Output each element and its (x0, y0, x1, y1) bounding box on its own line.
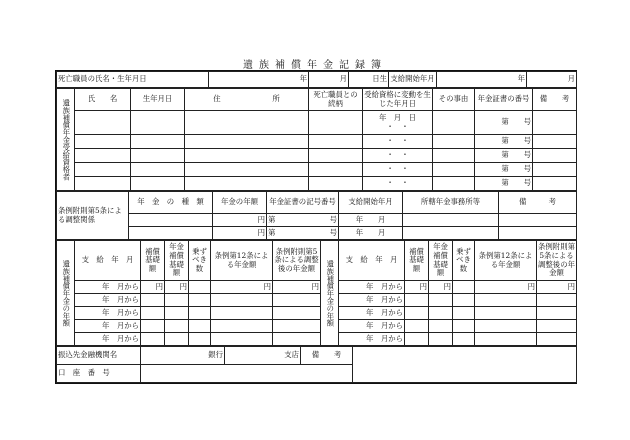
blank-cell (533, 177, 577, 191)
change-date: ・ ・ (363, 163, 433, 177)
period-row: 年 月から (75, 307, 141, 320)
period-row: 年 月から (75, 333, 141, 346)
col-pension-base-right: 年金補償基礎額 (429, 241, 453, 281)
blank-cell (211, 333, 273, 346)
adjustment-label: 条例附則第5条による調整関係 (57, 192, 129, 240)
blank-cell (309, 177, 363, 191)
pension-base-yen: 円 (429, 281, 453, 294)
adj-cert-cell: 第 号 (267, 214, 339, 227)
bank-unit: 銀行 (141, 347, 225, 365)
blank-cell (165, 294, 189, 307)
blank-cell (141, 365, 353, 383)
change-date: ・ ・ (363, 135, 433, 149)
blank-cell (475, 294, 537, 307)
blank-cell (309, 163, 363, 177)
period-row: 年 月から (75, 320, 141, 333)
adj-yen: 円 (213, 227, 267, 240)
cert-number: 第 号 (475, 163, 533, 177)
period-row: 年 月から (339, 294, 405, 307)
base-yen: 円 (141, 281, 165, 294)
blank-cell (453, 294, 475, 307)
period-row: 年 月から (339, 333, 405, 346)
blank-cell (129, 214, 213, 227)
blank-cell (141, 333, 165, 346)
recipients-table (56, 88, 577, 191)
col-pension-kind: 年 金 の 種 類 (129, 192, 213, 214)
col-art12-right: 条例第12条による年金額 (475, 241, 537, 281)
col-period: 支 給 年 月 (75, 241, 141, 281)
blank-cell (131, 135, 185, 149)
blank-cell (433, 111, 475, 135)
blank-cell (405, 294, 429, 307)
blank-cell (475, 333, 537, 346)
blank-cell (131, 149, 185, 163)
art12-yen: 円 (211, 281, 273, 294)
col-pension-base: 年金補償基礎額 (165, 241, 189, 281)
blank-cell (537, 294, 577, 307)
blank-cell (189, 307, 211, 320)
blank-cell (211, 294, 273, 307)
art12-yen: 円 (475, 281, 537, 294)
change-date-first: 年 月 日 ・ ・ (363, 111, 433, 135)
blank-cell (185, 163, 309, 177)
blank-cell (131, 111, 185, 135)
deceased-year: 年 (209, 72, 309, 88)
change-date: ・ ・ (363, 177, 433, 191)
blank-cell (499, 214, 577, 227)
col-pension-cert: 年金証書の記号番号 (267, 192, 339, 214)
blank-cell (165, 320, 189, 333)
blank-cell (429, 307, 453, 320)
blank-cell (433, 177, 475, 191)
col-adjusted-right: 条例附則第5条による調整後の年金額 (537, 241, 577, 281)
blank-cell (273, 333, 321, 346)
deceased-day: 日生 (349, 72, 389, 88)
payment-start-month: 月 (527, 72, 577, 88)
blank-cell (533, 163, 577, 177)
col-pension-amount: 年金の年額 (213, 192, 267, 214)
col-adjusted: 条例附則第5条による調整後の年金額 (273, 241, 321, 281)
blank-cell (309, 149, 363, 163)
adj-start-cell: 年 月 (339, 214, 403, 227)
adj-start-cell: 年 月 (339, 227, 403, 240)
col-start: 支給開始年月 (339, 192, 403, 214)
blank-cell (273, 320, 321, 333)
blank-cell (75, 177, 131, 191)
period-row: 年 月から (75, 294, 141, 307)
blank-cell (453, 333, 475, 346)
col-base: 補償基礎額 (141, 241, 165, 281)
record-form (55, 70, 577, 384)
payment-start-year: 年 (437, 72, 527, 88)
col-birth: 生年月日 (131, 89, 185, 111)
period-row: 年 月から (339, 320, 405, 333)
blank-cell (189, 294, 211, 307)
amounts-table (56, 240, 577, 346)
col-cert: 年金証書の番号 (475, 89, 533, 111)
blank-cell (309, 111, 363, 135)
payment-start-label: 支給開始年月 (389, 72, 437, 88)
blank-cell (141, 294, 165, 307)
cert-number: 第 号 (475, 111, 533, 135)
blank-cell (533, 149, 577, 163)
blank-cell (75, 163, 131, 177)
col-adj-remarks: 備 考 (499, 192, 577, 214)
blank-cell (537, 307, 577, 320)
col-multiplier: 乗ずべき数 (189, 241, 211, 281)
blank-cell (131, 163, 185, 177)
account-label: 口 座 番 号 (57, 365, 141, 383)
blank-cell (189, 333, 211, 346)
blank-cell (189, 320, 211, 333)
bank-table (56, 346, 577, 383)
blank-cell (429, 333, 453, 346)
bank-label: 振込先金融機関名 (57, 347, 141, 365)
base-yen: 円 (405, 281, 429, 294)
blank-cell (429, 320, 453, 333)
adjusted-yen: 円 (273, 281, 321, 294)
blank-cell (453, 307, 475, 320)
blank-cell (273, 307, 321, 320)
blank-cell (353, 347, 577, 383)
col-office: 所轄年金事務所等 (403, 192, 499, 214)
blank-cell (405, 307, 429, 320)
cert-number: 第 号 (475, 149, 533, 163)
blank-cell (185, 135, 309, 149)
blank-cell (433, 149, 475, 163)
recipients-side-label: 遺族補償年金受給資格者 (57, 89, 75, 191)
amounts-side-label-right: 遺族補償年金の年額 (321, 241, 339, 346)
col-change: 受給資格に変動を生じた年月日 (363, 89, 433, 111)
blank-cell (211, 320, 273, 333)
period-row: 年 月から (75, 281, 141, 294)
cert-number: 第 号 (475, 135, 533, 149)
blank-cell (75, 111, 131, 135)
col-art12: 条例第12条による年金額 (211, 241, 273, 281)
blank-cell (129, 227, 213, 240)
blank-cell (273, 294, 321, 307)
blank-cell (453, 281, 475, 294)
blank-cell (141, 307, 165, 320)
col-name: 氏 名 (75, 89, 131, 111)
col-remarks: 備 考 (533, 89, 577, 111)
blank-cell (537, 333, 577, 346)
blank-cell (185, 111, 309, 135)
blank-cell (533, 111, 577, 135)
adj-cert-cell: 第 号 (267, 227, 339, 240)
col-address: 住 所 (185, 89, 309, 111)
blank-cell (405, 320, 429, 333)
adjusted-yen: 円 (537, 281, 577, 294)
blank-cell (185, 177, 309, 191)
cert-number: 第 号 (475, 177, 533, 191)
blank-cell (189, 281, 211, 294)
blank-cell (165, 307, 189, 320)
blank-cell (499, 227, 577, 240)
header-table (56, 71, 577, 88)
blank-cell (433, 135, 475, 149)
bank-remarks: 備 考 (301, 347, 353, 365)
blank-cell (453, 320, 475, 333)
blank-cell (165, 333, 189, 346)
blank-cell (403, 214, 499, 227)
blank-cell (309, 135, 363, 149)
blank-cell (185, 149, 309, 163)
col-relation: 死亡職員との続柄 (309, 89, 363, 111)
period-row: 年 月から (339, 281, 405, 294)
period-row: 年 月から (339, 307, 405, 320)
blank-cell (433, 163, 475, 177)
blank-cell (75, 135, 131, 149)
deceased-month: 月 (309, 72, 349, 88)
blank-cell (211, 307, 273, 320)
col-multiplier-right: 乗ずべき数 (453, 241, 475, 281)
amounts-side-label: 遺族補償年金の年額 (57, 241, 75, 346)
deceased-label: 死亡職員の氏名・生年月日 (57, 72, 209, 88)
blank-cell (405, 333, 429, 346)
blank-cell (75, 149, 131, 163)
col-period-right: 支 給 年 月 (339, 241, 405, 281)
blank-cell (533, 135, 577, 149)
blank-cell (131, 177, 185, 191)
blank-cell (403, 227, 499, 240)
adj-yen: 円 (213, 214, 267, 227)
col-reason: その事由 (433, 89, 475, 111)
blank-cell (429, 294, 453, 307)
adjustment-table (56, 191, 577, 240)
branch-unit: 支店 (225, 347, 301, 365)
pension-base-yen: 円 (165, 281, 189, 294)
blank-cell (141, 320, 165, 333)
change-date: ・ ・ (363, 149, 433, 163)
blank-cell (537, 320, 577, 333)
blank-cell (475, 320, 537, 333)
page-title: 遺族補償年金記録簿 (243, 60, 387, 71)
blank-cell (475, 307, 537, 320)
col-base-right: 補償基礎額 (405, 241, 429, 281)
